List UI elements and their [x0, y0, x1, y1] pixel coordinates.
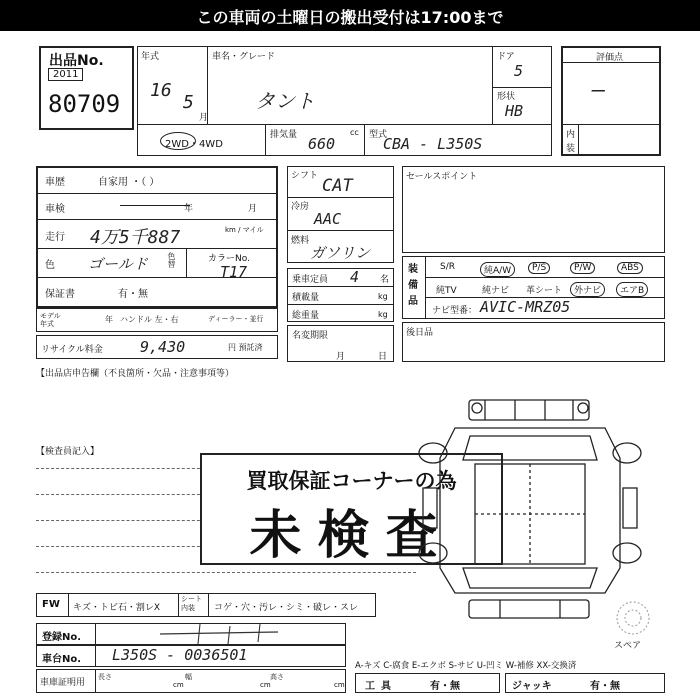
- sales-point-label: セールスポイント: [406, 172, 478, 182]
- displacement-label: 排気量: [270, 130, 298, 140]
- color-label: 色: [45, 260, 55, 271]
- chassis-label: 車台No.: [42, 654, 82, 665]
- shaken-month: 月: [248, 204, 258, 214]
- lot-year-tag: 2011: [48, 68, 83, 81]
- registration-strike: [160, 622, 280, 646]
- model-label: 型式: [369, 130, 388, 140]
- equip-ext-navi: 外ナビ: [570, 282, 605, 297]
- stamp-line1: 買取保証コーナーの為: [246, 469, 457, 493]
- total-weight-label: 総重量: [292, 311, 320, 321]
- shape-label: 形状: [497, 92, 516, 102]
- fw-seat-label: シート内装: [181, 595, 202, 612]
- banner-text: この車両の土曜日の搬出受付は17:00まで: [196, 8, 504, 27]
- load-label: 積載量: [292, 293, 320, 303]
- mileage-unit: km / マイル: [225, 226, 264, 234]
- mileage-value: 4万5千887: [90, 227, 181, 248]
- month-unit: 月: [199, 113, 209, 123]
- shaken-year: 年: [184, 204, 194, 214]
- month-value: 5: [183, 92, 194, 113]
- shift-label: シフト: [291, 171, 319, 181]
- color-value: ゴールド: [88, 255, 148, 273]
- interior-label: 内 装: [566, 130, 576, 154]
- total-weight-unit: kg: [378, 310, 388, 319]
- tools-value: 有・無: [430, 681, 460, 692]
- shaken-label: 車検: [45, 204, 65, 215]
- shaken-strike: [120, 205, 190, 206]
- equip-alloy-wheel: 純A/W: [480, 262, 515, 277]
- navi-model-value: AVIC-MRZ05: [480, 298, 571, 316]
- cert-height: 高さ: [270, 673, 284, 681]
- equip-sr: S/R: [440, 262, 455, 272]
- handle-label: ハンドル 左・右: [120, 315, 179, 324]
- fuel-value: ガソリン: [310, 244, 371, 262]
- model-value: CBA - L350S: [383, 135, 483, 153]
- capacity-value: 4: [350, 268, 360, 286]
- spare-label: スペア: [614, 641, 642, 651]
- score-value: —: [592, 78, 606, 103]
- recycle-label: リサイクル料金: [41, 345, 103, 355]
- drive-value: 2WD・4WD: [165, 139, 223, 150]
- lot-number: 80709: [48, 90, 121, 118]
- equip-airbag: エアB: [616, 282, 648, 297]
- recycle-value: 9,430: [140, 338, 186, 356]
- equip-ps: P/S: [528, 262, 550, 274]
- later-day-box: [402, 322, 665, 362]
- capacity-unit: 名: [380, 275, 390, 285]
- history-label: 車歴: [45, 177, 65, 188]
- displacement-unit: cc: [350, 128, 359, 137]
- model-year-unit: 年: [105, 315, 113, 324]
- equip-abs: ABS: [617, 262, 643, 274]
- cert-height-unit: cm: [334, 681, 345, 689]
- cert-width: 幅: [185, 673, 192, 681]
- ac-value: AAC: [314, 210, 342, 228]
- name-change-day: 日: [378, 352, 388, 362]
- dealer-label: ディーラー・並行: [208, 315, 264, 323]
- color-code-value: T17: [220, 263, 248, 281]
- shape-value: HB: [505, 102, 524, 120]
- jack-label: ジャッキ: [512, 681, 552, 692]
- load-unit: kg: [378, 292, 388, 301]
- mileage-label: 走行: [45, 232, 65, 243]
- lot-label: 出品No.: [49, 53, 104, 69]
- cert-label: 車庫証明用: [40, 678, 86, 688]
- name-change-label: 名変期限: [292, 331, 329, 341]
- color-code-label: カラーNo.: [208, 254, 250, 264]
- score-label: 評価点: [596, 53, 624, 63]
- model-year-label: モデル年式: [40, 312, 61, 328]
- tools-label: 工具: [365, 681, 397, 692]
- navi-model-label: ナビ型番：: [432, 306, 478, 316]
- displacement-value: 660: [308, 135, 336, 153]
- history-value: 自家用 ・（ ）: [98, 177, 160, 188]
- equip-tv: 純TV: [436, 286, 457, 296]
- equip-pw: P/W: [570, 262, 595, 274]
- stamp-line2: 未検査: [249, 506, 454, 566]
- year-label: 年式: [141, 52, 160, 62]
- fuel-label: 燃料: [291, 236, 310, 246]
- jack-value: 有・無: [590, 681, 620, 692]
- spare-tire-icon: [615, 600, 651, 636]
- inspector-label: 【検査員記入】: [36, 447, 100, 457]
- fw-text2: コゲ・穴・汚レ・シミ・破レ・スレ: [214, 603, 359, 613]
- later-day-label: 後日品: [406, 328, 434, 338]
- fw-text1: キズ・トビ石・割レX: [73, 603, 160, 613]
- chassis-value: L350S - 0036501: [112, 646, 248, 664]
- name-change-month: 月: [336, 352, 346, 362]
- shift-value: CAT: [322, 176, 353, 196]
- door-label: ドア: [497, 52, 515, 62]
- warranty-value: 有・無: [118, 289, 148, 300]
- door-value: 5: [514, 62, 524, 80]
- cert-length: 長さ: [98, 673, 112, 681]
- cert-width-unit: cm: [260, 681, 271, 689]
- equip-leather: 革シート: [526, 286, 563, 296]
- recycle-unit: 円 預託済: [228, 343, 263, 352]
- store-notes-label: 【出品店申告欄（不良箇所・欠品・注意事項等）: [36, 369, 235, 379]
- damage-legend: A-キズ C-腐食 E-エクボ S-サビ U-凹ミ W-補修 XX-交換済: [355, 661, 577, 671]
- ac-label: 冷房: [291, 202, 310, 212]
- year-value: 16: [150, 80, 172, 101]
- drive-2wd-circle: [160, 132, 196, 150]
- car-damage-diagram: [415, 388, 645, 628]
- registration-label: 登録No.: [42, 632, 82, 643]
- cert-length-unit: cm: [173, 681, 184, 689]
- equip-navi: 純ナビ: [482, 286, 510, 296]
- color-change: 色替: [167, 252, 176, 268]
- equipment-label: 装備品: [408, 264, 418, 307]
- name-label: 車名・グレード: [212, 52, 276, 62]
- name-value: タント: [255, 89, 315, 113]
- capacity-label: 乗車定員: [292, 275, 329, 285]
- fw-label: FW: [42, 599, 60, 610]
- warranty-label: 保証書: [45, 289, 75, 300]
